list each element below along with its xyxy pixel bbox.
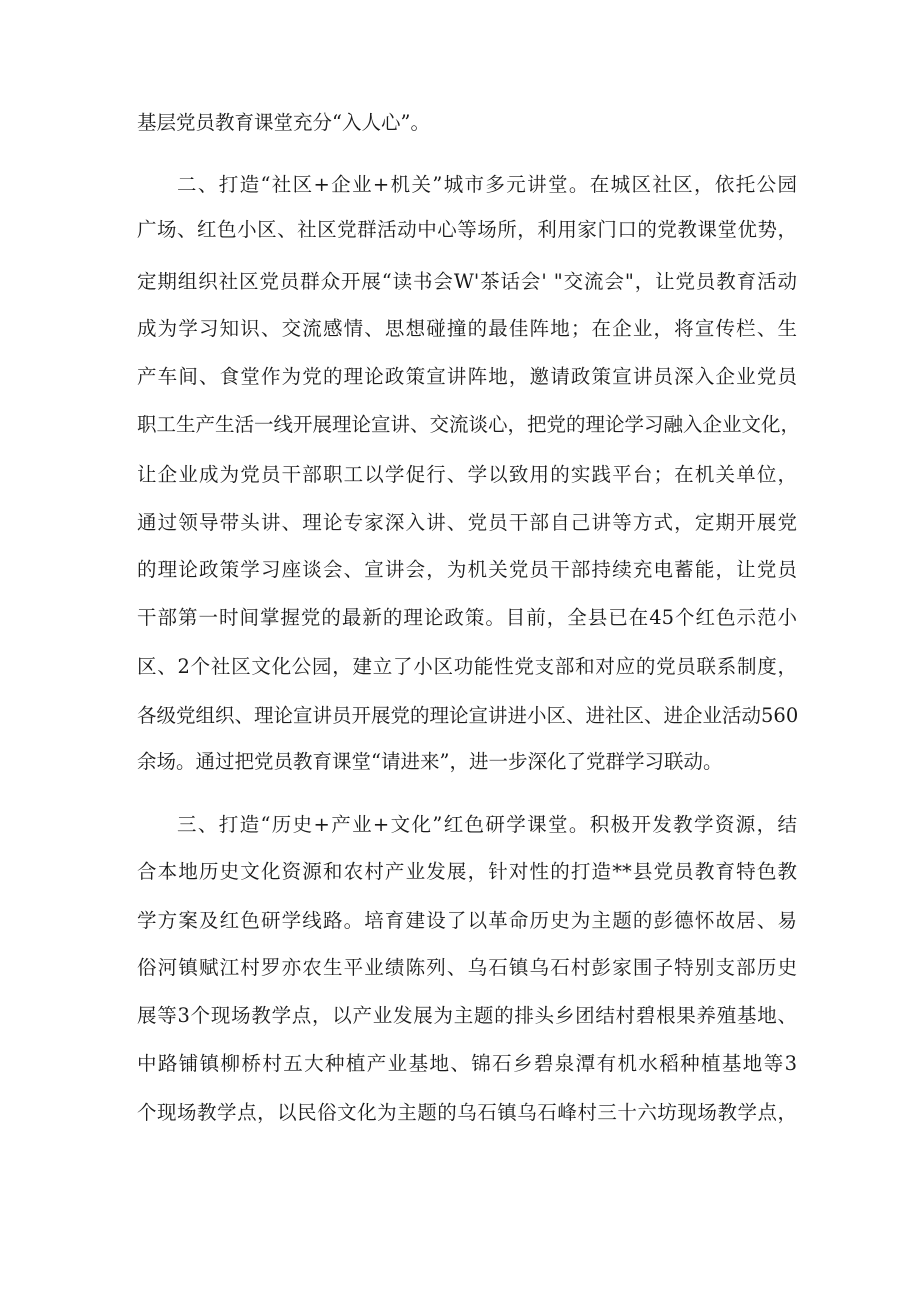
- paragraph-2-line-6: 职工生产生活一线开展理论宣讲、交流谈心，把党的理论学习融入企业文化，: [137, 413, 801, 436]
- paragraph-2-line-8: 通过领导带头讲、理论专家深入讲、党员干部自己讲等方式，定期开展党: [137, 511, 797, 534]
- paragraph-2-line-1: 二、打造“社区+企业+机关”城市多元讲堂。在城区社区，依托公园: [177, 173, 797, 196]
- paragraph-2-line-9: 的理论政策学习座谈会、宣讲会，为机关党员干部持续充电蓄能，让党员: [137, 558, 797, 581]
- paragraph-2-line-2: 广场、红色小区、社区党群活动中心等场所，利用家门口的党教课堂优势，: [137, 218, 797, 241]
- paragraph-3-line-1: 三、打造“历史+产业+文化”红色研学课堂。积极开发教学资源，结: [177, 813, 797, 836]
- paragraph-3-line-3: 学方案及红色研学线路。培育建设了以革命历史为主题的彭德怀故居、易: [137, 909, 797, 932]
- paragraph-2-line-3: 定期组织社区党员群众开展“读书会W'茶话会' "交流会"，让党员教育活动: [137, 270, 797, 293]
- paragraph-2-line-10: 干部第一时间掌握党的最新的理论政策。目前，全县已在45个红色示范小: [137, 606, 797, 629]
- paragraph-3-line-7: 个现场教学点，以民俗文化为主题的乌石镇乌石峰村三十六坊现场教学点，: [137, 1101, 797, 1124]
- paragraph-3-line-4: 俗河镇赋江村罗亦农生平业绩陈列、乌石镇乌石村彭家围子特别支部历史: [137, 956, 797, 979]
- paragraph-2-line-12: 各级党组织、理论宣讲员开展党的理论宣讲进小区、进社区、进企业活动560: [137, 704, 799, 727]
- paragraph-2-line-13: 余场。通过把党员教育课堂“请进来”，进一步深化了党群学习联动。: [137, 750, 723, 773]
- paragraph-2-line-5: 产车间、食堂作为党的理论政策宣讲阵地，邀请政策宣讲员深入企业党员: [137, 365, 797, 388]
- paragraph-3-line-2: 合本地历史文化资源和农村产业发展，针对性的打造**县党员教育特色教: [137, 860, 797, 883]
- paragraph-3-line-6: 中路铺镇柳桥村五大种植产业基地、锦石乡碧泉潭有机水稻种植基地等3: [137, 1052, 797, 1075]
- paragraph-2-line-4: 成为学习知识、交流感情、思想碰撞的最佳阵地；在企业，将宣传栏、生: [137, 317, 797, 340]
- paragraph-2-line-7: 让企业成为党员干部职工以学促行、学以致用的实践平台；在机关单位，: [137, 463, 797, 486]
- paragraph-2-line-11: 区、2个社区文化公园，建立了小区功能性党支部和对应的党员联系制度，: [137, 655, 797, 678]
- paragraph-1-line-1: 基层党员教育课堂充分“入人心”。: [137, 111, 430, 134]
- paragraph-3-line-5: 展等3个现场教学点，以产业发展为主题的排头乡团结村碧根果养殖基地、: [137, 1004, 797, 1027]
